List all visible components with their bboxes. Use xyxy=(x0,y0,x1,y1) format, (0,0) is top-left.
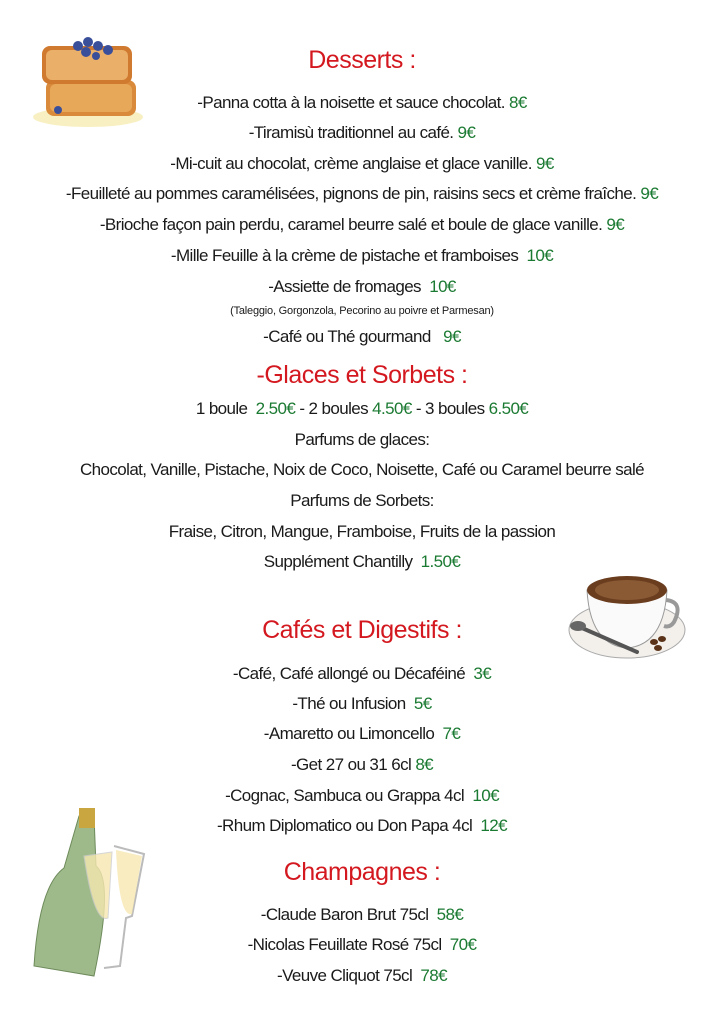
two-scoops-price: 4.50€ xyxy=(372,399,412,418)
desserts-title: Desserts : xyxy=(308,46,416,74)
menu-item xyxy=(0,183,724,205)
item-name: -Café ou Thé gourmand xyxy=(263,327,431,346)
sorbet-label: Parfums de Sorbets: xyxy=(290,491,434,510)
menu-item xyxy=(0,815,724,837)
chantilly xyxy=(0,551,724,573)
item-name: -Cognac, Sambuca ou Grappa 4cl xyxy=(225,786,465,805)
menu-item xyxy=(0,965,724,987)
item-name: -Tiramisù traditionnel au café. xyxy=(248,123,454,142)
item-name: -Get 27 ou 31 6cl xyxy=(290,755,412,774)
item-price: 9€ xyxy=(640,184,659,203)
two-scoops: - 2 boules xyxy=(299,399,369,418)
menu-item xyxy=(0,326,724,348)
menu-item xyxy=(0,663,724,685)
item-name: -Panna cotta à la noisette et sauce chocolat. xyxy=(197,93,505,112)
item-name: -Café, Café allongé ou Décaféiné xyxy=(232,664,466,683)
item-price: 10€ xyxy=(526,246,554,265)
item-price: 78€ xyxy=(420,966,447,985)
cheese-note: (Taleggio, Gorgonzola, Pecorino au poivre et Parmesan) xyxy=(230,305,494,317)
glaces-title: -Glaces et Sorbets : xyxy=(256,361,468,389)
menu-item xyxy=(0,214,724,236)
item-price: 58€ xyxy=(436,905,464,924)
champagnes-title: Champagnes : xyxy=(283,858,441,886)
item-price: 9€ xyxy=(606,215,625,234)
item-name: -Nicolas Feuillate Rosé 75cl xyxy=(247,935,442,954)
menu-item xyxy=(0,245,724,267)
menu-item xyxy=(0,723,724,745)
item-name: -Brioche façon pain perdu, caramel beurre salé et boule de glace vanille. xyxy=(99,215,603,234)
one-scoop-price: 2.50€ xyxy=(255,399,296,418)
three-scoops: - 3 boules xyxy=(415,399,485,418)
menu-item xyxy=(0,904,724,926)
sorbet-flavors: Fraise, Citron, Mangue, Framboise, Fruits de la passion xyxy=(168,522,556,541)
item-price: 9€ xyxy=(536,154,554,173)
item-name: -Veuve Cliquot 75cl xyxy=(277,966,413,985)
ice-flavors: Chocolat, Vanille, Pistache, Noix de Coco, Noisette, Café ou Caramel beurre salé xyxy=(80,460,644,479)
item-name: -Assiette de fromages xyxy=(268,277,421,296)
menu-item xyxy=(0,276,724,298)
item-price: 10€ xyxy=(472,786,499,805)
item-price: 8€ xyxy=(415,755,434,774)
item-price: 1.50€ xyxy=(420,552,461,571)
item-price: 70€ xyxy=(449,935,477,954)
item-price: 7€ xyxy=(442,724,461,743)
item-name: -Thé ou Infusion xyxy=(292,694,406,713)
menu-item xyxy=(0,934,724,956)
menu-item xyxy=(0,693,724,715)
menu-item xyxy=(0,92,724,114)
item-name: -Rhum Diplomatico ou Don Papa 4cl xyxy=(217,816,473,835)
menu-item xyxy=(0,122,724,144)
item-price: 9€ xyxy=(457,123,476,142)
cafes-title: Cafés et Digestifs : xyxy=(262,616,462,644)
menu-item xyxy=(0,785,724,807)
item-price: 12€ xyxy=(480,816,507,835)
item-price: 8€ xyxy=(508,93,527,112)
item-name: -Feuilleté au pommes caramélisées, pignons de pin, raisins secs et crème fraîche. xyxy=(65,184,637,203)
item-name: Supplément Chantilly xyxy=(263,552,413,571)
scoop-prices xyxy=(0,398,724,420)
item-price: 9€ xyxy=(443,327,461,346)
item-price: 5€ xyxy=(413,694,432,713)
ice-label: Parfums de glaces: xyxy=(294,430,430,449)
item-price: 10€ xyxy=(429,277,456,296)
item-price: 3€ xyxy=(473,664,492,683)
menu-item xyxy=(0,754,724,776)
menu-item xyxy=(0,153,724,175)
item-name: -Claude Baron Brut 75cl xyxy=(260,905,429,924)
one-scoop: 1 boule xyxy=(195,399,248,418)
item-name: -Amaretto ou Limoncello xyxy=(263,724,435,743)
item-name: -Mi-cuit au chocolat, crème anglaise et glace vanille. xyxy=(170,154,532,173)
three-scoops-price: 6.50€ xyxy=(488,399,529,418)
item-name: -Mille Feuille à la crème de pistache et framboises xyxy=(170,246,519,265)
